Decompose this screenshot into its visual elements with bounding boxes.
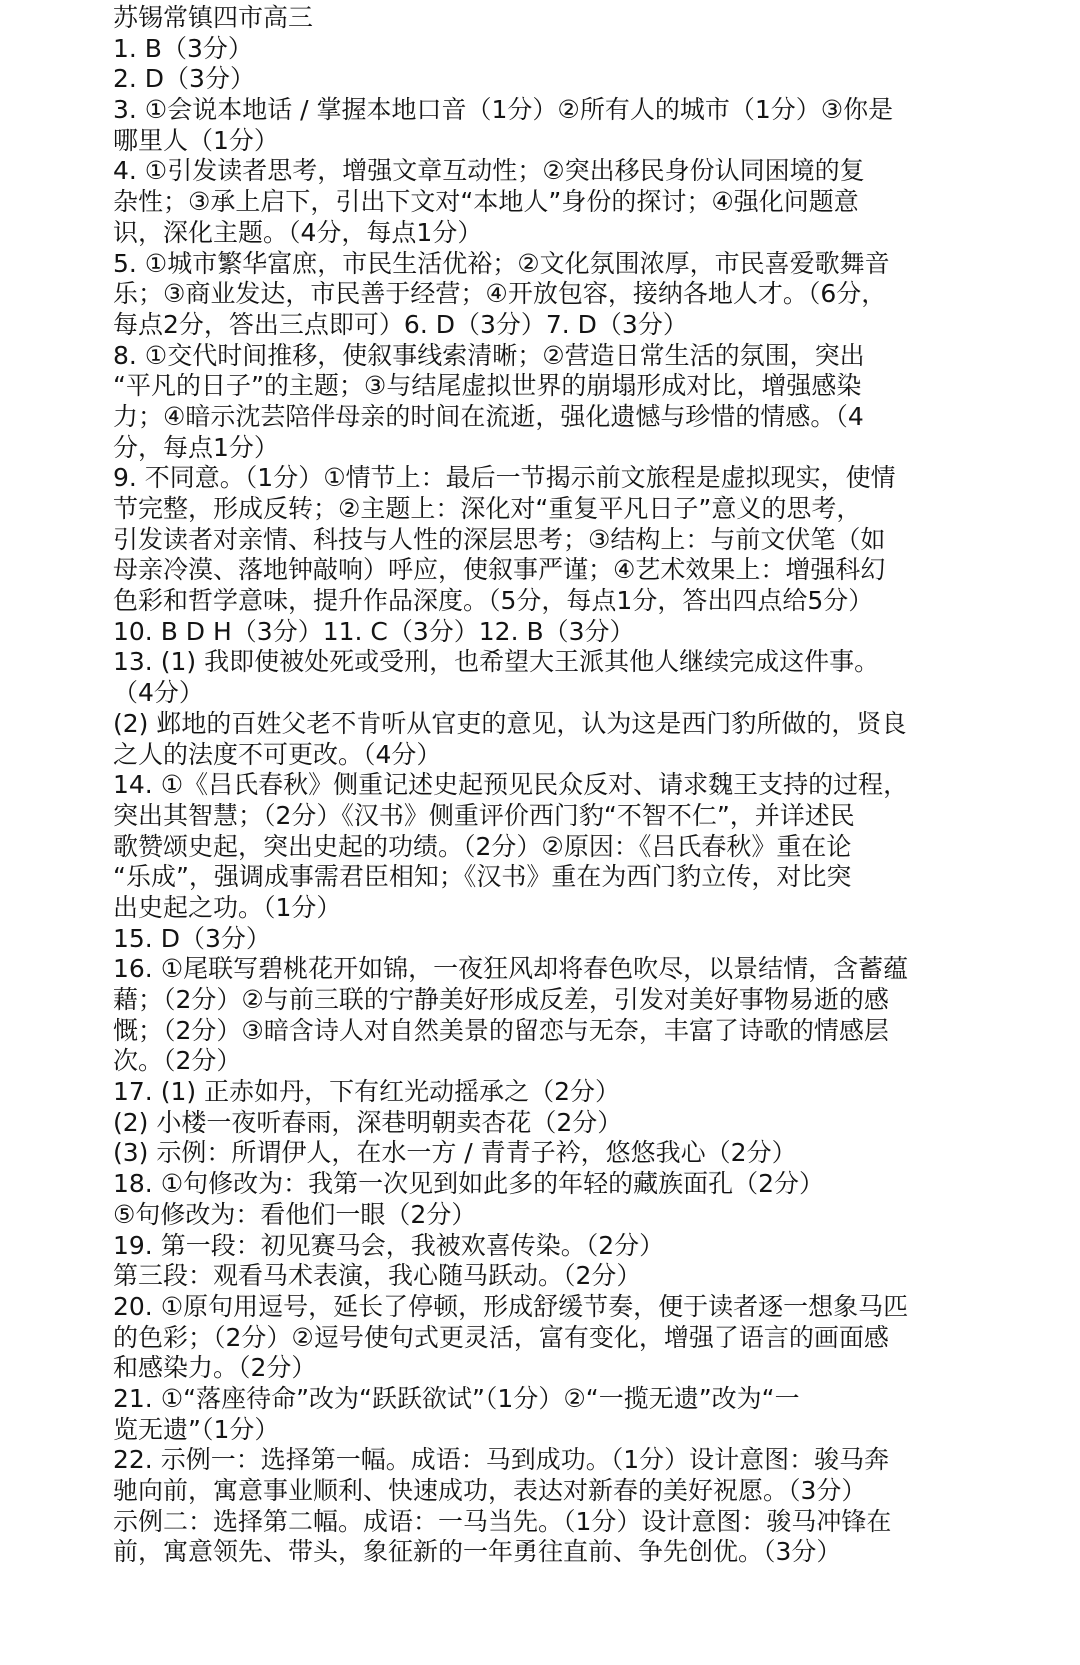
answer-line: (3) 示例：所谓伊人，在水一方 / 青青子衿，悠悠我心（2分） bbox=[113, 1138, 797, 1168]
answer-line: 力；④暗示沈芸陪伴母亲的时间在流逝，强化遗憾与珍惜的情感。（4 bbox=[113, 401, 864, 431]
answer-line: (2) 邺地的百姓父老不肯听从官吏的意见，认为这是西门豹所做的，贤良 bbox=[113, 708, 907, 738]
answer-line: 次。（2分） bbox=[113, 1046, 242, 1076]
answer-line: 驰向前，寓意事业顺利、快速成功，表达对新春的美好祝愿。（3分） bbox=[113, 1476, 867, 1505]
answer-line: 22. 示例一：选择第一幅。成语：马到成功。（1分）设计意图：骏马奔 bbox=[113, 1445, 890, 1475]
answer-line: 每点2分，答出三点即可）6. D（3分）7. D（3分） bbox=[113, 309, 688, 339]
answer-line: 9. 不同意。（1分）①情节上：最后一节揭示前文旅程是虚拟现实，使情 bbox=[113, 463, 896, 493]
answer-line: 5. ①城市繁华富庶，市民生活优裕；②文化氛围浓厚，市民喜爱歌舞音 bbox=[113, 248, 890, 278]
answer-line: 的色彩；（2分）②逗号使句式更灵活，富有变化，增强了语言的画面感 bbox=[113, 1322, 889, 1352]
answer-line: 突出其智慧；（2分）《汉书》侧重评价西门豹“不智不仁”，并详述民 bbox=[113, 800, 855, 830]
answer-line: 14. ①《吕氏春秋》侧重记述史起预见民众反对、请求魏王支持的过程， bbox=[113, 770, 909, 800]
answer-line: (2) 小楼一夜听春雨，深巷明朝卖杏花（2分） bbox=[113, 1107, 623, 1137]
answer-line: 乐；③商业发达，市民善于经营；④开放包容，接纳各地人才。（6分， bbox=[113, 279, 887, 309]
answer-line: 前，寓意领先、带头，象征新的一年勇往直前、争先创优。（3分） bbox=[113, 1537, 842, 1567]
answer-line: 17. (1) 正赤如丹，下有红光动摇承之（2分） bbox=[113, 1077, 620, 1107]
answer-line: 之人的法度不可更改。（4分） bbox=[113, 739, 442, 769]
answer-line: 第三段：观看马术表演，我心随马跃动。（2分） bbox=[113, 1261, 642, 1291]
answer-line: 节完整，形成反转；②主题上：深化对“重复平凡日子”意义的思考， bbox=[113, 494, 862, 523]
answer-line: “乐成”，强调成事需君臣相知；《汉书》重在为西门豹立传，对比突 bbox=[113, 862, 852, 892]
answer-line: 和感染力。（2分） bbox=[113, 1353, 317, 1383]
answer-line: 8. ①交代时间推移，使叙事线索清晰；②营造日常生活的氛围，突出 bbox=[113, 340, 865, 370]
answer-line: 识，深化主题。（4分，每点1分） bbox=[113, 217, 483, 247]
answer-line: 1. B（3分） bbox=[113, 33, 253, 63]
answer-line: 色彩和哲学意味，提升作品深度。（5分，每点1分，答出四点给5分） bbox=[113, 586, 874, 616]
answer-line: 19. 第一段：初见赛马会，我被欢喜传染。（2分） bbox=[113, 1230, 665, 1260]
answer-line: 4. ①引发读者思考，增强文章互动性；②突出移民身份认同困境的复 bbox=[113, 156, 865, 186]
answer-line: 2. D（3分） bbox=[113, 64, 255, 94]
answer-line: 3. ①会说本地话 / 掌握本地口音（1分）②所有人的城市（1分）③你是 bbox=[113, 95, 894, 125]
answer-line: 21. ①“落座待命”改为“跃跃欲试”（1分）②“一揽无遗”改为“一 bbox=[113, 1383, 800, 1413]
answer-line: 示例二：选择第二幅。成语：一马当先。（1分）设计意图：骏马冲锋在 bbox=[113, 1506, 892, 1536]
answer-line: 哪里人（1分） bbox=[113, 125, 279, 155]
answer-line: 18. ①句修改为：我第一次见到如此多的年轻的藏族面孔（2分） bbox=[113, 1169, 825, 1199]
answer-key-document bbox=[113, 3, 913, 1568]
answer-line: 母亲冷漠、落地钟敲响）呼应，使叙事严谨；④艺术效果上：增强科幻 bbox=[113, 555, 886, 585]
answer-line: 歌赞颂史起，突出史起的功绩。（2分）②原因：《吕氏春秋》重在论 bbox=[113, 831, 852, 861]
answer-line: “平凡的日子”的主题；③与结尾虚拟世界的崩塌形成对比，增强感染 bbox=[113, 371, 862, 401]
answer-line: 慨；（2分）③暗含诗人对自然美景的留恋与无奈，丰富了诗歌的情感层 bbox=[113, 1015, 889, 1045]
answer-line: 杂性；③承上启下，引出下文对“本地人”身份的探讨；④强化问题意 bbox=[113, 187, 859, 217]
document-title: 苏锡常镇四市高三 bbox=[113, 3, 314, 32]
answer-line: 20. ①原句用逗号，延长了停顿，形成舒缓节奏，便于读者逐一想象马匹 bbox=[113, 1291, 909, 1321]
answer-line: 10. B D H（3分）11. C（3分）12. B（3分） bbox=[113, 616, 635, 646]
answer-line: 览无遗”（1分） bbox=[113, 1414, 280, 1444]
answer-line: 藉；（2分）②与前三联的宁静美好形成反差，引发对美好事物易逝的感 bbox=[113, 985, 889, 1014]
answer-line: 15. D（3分） bbox=[113, 923, 271, 953]
answer-line: 16. ①尾联写碧桃花开如锦，一夜狂风却将春色吹尽，以景结情，含蓄蕴 bbox=[113, 954, 909, 984]
answer-line: （4分） bbox=[113, 678, 204, 708]
answer-line: 引发读者对亲情、科技与人性的深层思考；③结构上：与前文伏笔（如 bbox=[113, 524, 886, 554]
answer-line: ⑤句修改为：看他们一眼（2分） bbox=[113, 1199, 477, 1229]
answer-line: 出史起之功。（1分） bbox=[113, 892, 342, 922]
answer-line: 13. (1) 我即使被处死或受刑，也希望大王派其他人继续完成这件事。 bbox=[113, 647, 880, 677]
answer-line: 分，每点1分） bbox=[113, 432, 279, 462]
